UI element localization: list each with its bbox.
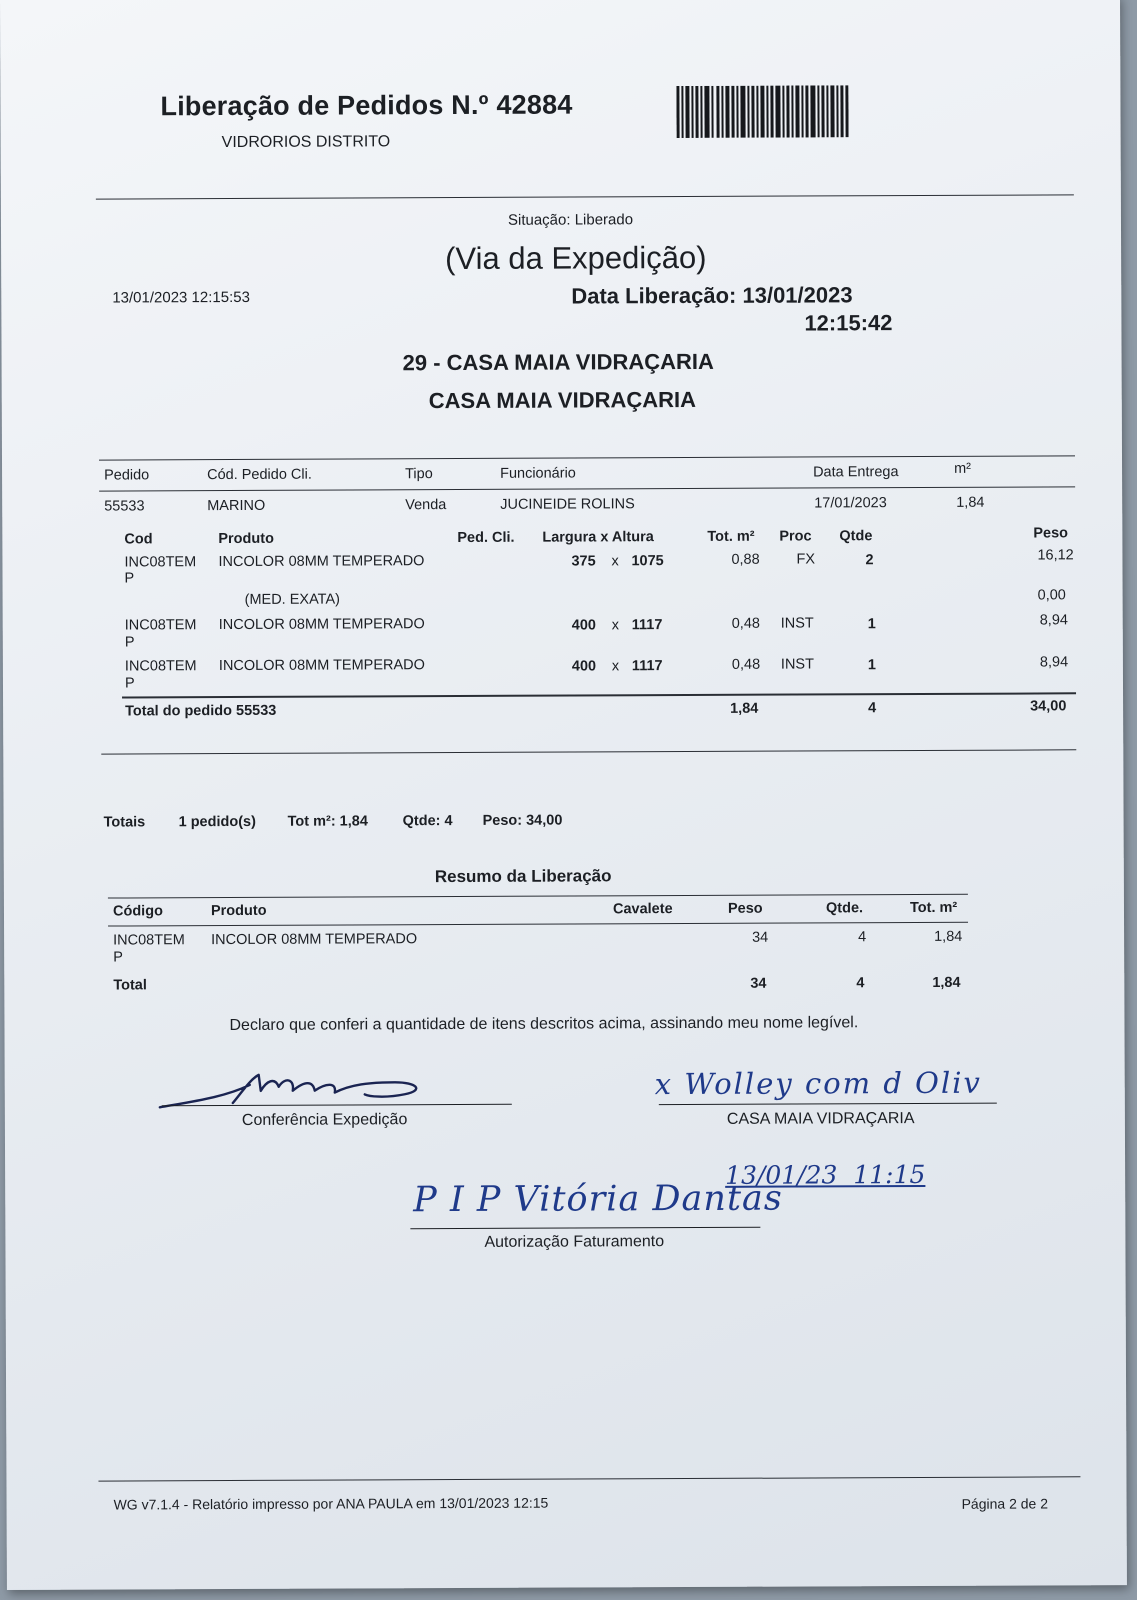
summary-product: INCOLOR 08MM TEMPERADO <box>211 931 418 949</box>
totals-orders: 1 pedido(s) <box>178 813 256 831</box>
item-proc: INST <box>780 656 814 673</box>
col-produto: Produto <box>218 530 274 548</box>
item-qtde: 2 <box>865 552 874 569</box>
summary-peso: 34 <box>752 929 769 946</box>
item-code-suffix: P <box>124 634 135 651</box>
item-width: 400 <box>571 658 597 675</box>
signature-line <box>410 1227 760 1230</box>
col-peso: Peso <box>1033 525 1069 542</box>
divider <box>108 922 968 927</box>
col-ped-cli: Ped. Cli. <box>457 529 515 547</box>
summary-total-peso: 34 <box>750 975 767 992</box>
item-x: x <box>611 658 620 675</box>
divider <box>108 894 968 899</box>
order-type: Venda <box>405 497 447 514</box>
item-width: 400 <box>571 617 596 634</box>
divider <box>99 486 1075 491</box>
item-peso: 16,12 <box>1037 547 1074 564</box>
item-qtde: 1 <box>867 657 877 674</box>
delivery-date: 17/01/2023 <box>814 495 887 512</box>
signature-caption-conferencia: Conferência Expedição <box>241 1111 408 1129</box>
col-m2: m² <box>954 460 972 477</box>
col-cod: Cod <box>124 531 153 548</box>
col-tot-m2: Tot. m² <box>909 899 958 917</box>
handwritten-date: 13/01/23 11:15 <box>725 1159 926 1190</box>
declaration-text: Declaro que conferi a quantidade de itens descritos acima, assinando meu nome legível. <box>229 1014 859 1035</box>
col-pedido: Pedido <box>104 467 150 484</box>
item-peso: 8,94 <box>1039 612 1068 629</box>
item-peso: 0,00 <box>1037 587 1066 604</box>
col-codigo: Código <box>112 903 163 920</box>
item-product: INCOLOR 08MM TEMPERADO <box>218 616 425 634</box>
divider <box>99 455 1075 460</box>
item-tot-m2: 0,88 <box>731 551 760 568</box>
item-observation: (MED. EXATA) <box>244 591 340 608</box>
item-proc: INST <box>780 615 814 632</box>
item-product: INCOLOR 08MM TEMPERADO <box>218 657 425 675</box>
item-height: 1117 <box>631 617 663 634</box>
signature-caption-cliente: CASA MAIA VIDRAÇARIA <box>726 1110 915 1128</box>
status-text: Situação: Liberado <box>507 211 634 229</box>
col-qtde: Qtde. <box>825 900 864 917</box>
item-code-suffix: P <box>124 675 135 692</box>
signature-cliente: x Wolley com d Oliv <box>654 1065 982 1102</box>
col-cod-pedido-cli: Cód. Pedido Cli. <box>207 466 312 484</box>
release-date: Data Liberação: 13/01/2023 <box>571 282 853 309</box>
totals-m2: Tot m²: 1,84 <box>287 813 368 830</box>
summary-total-m2: 1,84 <box>932 974 961 991</box>
totals-label: Totais <box>103 814 146 831</box>
item-width: 375 <box>571 553 596 570</box>
item-tot-m2: 0,48 <box>731 615 760 632</box>
item-code: INC08TEM <box>124 554 197 571</box>
item-tot-m2: 0,48 <box>731 656 761 673</box>
company-name: VIDRORIOS DISTRITO <box>221 133 391 152</box>
col-qtde: Qtde <box>839 528 873 545</box>
col-produto: Produto <box>210 902 267 920</box>
col-data-entrega: Data Entrega <box>813 464 899 481</box>
item-product: INCOLOR 08MM TEMPERADO <box>218 553 425 571</box>
order-total-qtde: 4 <box>868 700 877 717</box>
divider <box>101 749 1076 754</box>
barcode <box>676 85 848 138</box>
customer-code-name: 29 - CASA MAIA VIDRAÇARIA <box>402 348 714 376</box>
item-height: 1117 <box>631 658 663 675</box>
col-proc: Proc <box>779 528 812 545</box>
page-number: Página 2 de 2 <box>961 1495 1049 1512</box>
col-tot-m2: Tot. m² <box>707 528 755 545</box>
divider <box>96 194 1074 199</box>
summary-code: INC08TEM <box>113 932 185 949</box>
summary-total-qtde: 4 <box>856 975 865 992</box>
signature-line <box>659 1103 997 1105</box>
col-largura-altura: Largura x Altura <box>542 529 654 546</box>
printed-timestamp: 13/01/2023 12:15:53 <box>112 288 250 307</box>
item-qtde: 1 <box>867 616 876 633</box>
item-x: x <box>611 553 619 570</box>
summary-tot-m2: 1,84 <box>934 928 963 945</box>
copy-type: (Via da Expedição) <box>445 239 707 277</box>
col-funcionario: Funcionário <box>500 465 576 482</box>
summary-code-suffix: P <box>113 949 123 966</box>
signature-autorizacao: P I P Vitória Dantas <box>413 1178 783 1221</box>
release-time: 12:15:42 <box>804 310 893 336</box>
order-total-label: Total do pedido 55533 <box>125 702 277 720</box>
report-title: Liberação de Pedidos N.º 42884 <box>160 89 573 122</box>
item-code: INC08TEM <box>124 658 197 675</box>
item-proc: FX <box>796 551 816 568</box>
item-code-suffix: P <box>124 570 135 587</box>
totals-qtde: Qtde: 4 <box>402 813 453 830</box>
summary-total-label: Total <box>113 977 147 994</box>
order-m2: 1,84 <box>956 494 985 511</box>
item-code: INC08TEM <box>124 617 197 634</box>
summary-qtde: 4 <box>858 929 867 946</box>
order-total-m2: 1,84 <box>730 700 759 717</box>
item-height: 1075 <box>631 553 664 570</box>
divider <box>122 692 1076 698</box>
col-tipo: Tipo <box>405 466 433 483</box>
order-total-peso: 34,00 <box>1030 698 1067 715</box>
footer-report-info: WG v7.1.4 - Relatório impresso por ANA PAULA em 13/01/2023 12:15 <box>113 1494 549 1513</box>
divider <box>98 1476 1080 1481</box>
item-x: x <box>611 617 620 634</box>
client-order-code: MARINO <box>207 497 266 515</box>
summary-title: Resumo da Liberação <box>434 866 612 887</box>
totals-peso: Peso: 34,00 <box>482 812 563 829</box>
customer-name: CASA MAIA VIDRAÇARIA <box>428 386 697 414</box>
order-number: 55533 <box>104 498 145 515</box>
signature-caption-autorizacao: Autorização Faturamento <box>484 1233 665 1251</box>
col-cavalete: Cavalete <box>612 901 673 918</box>
employee: JUCINEIDE ROLINS <box>500 496 635 513</box>
col-peso: Peso <box>727 900 763 917</box>
item-peso: 8,94 <box>1039 654 1069 671</box>
